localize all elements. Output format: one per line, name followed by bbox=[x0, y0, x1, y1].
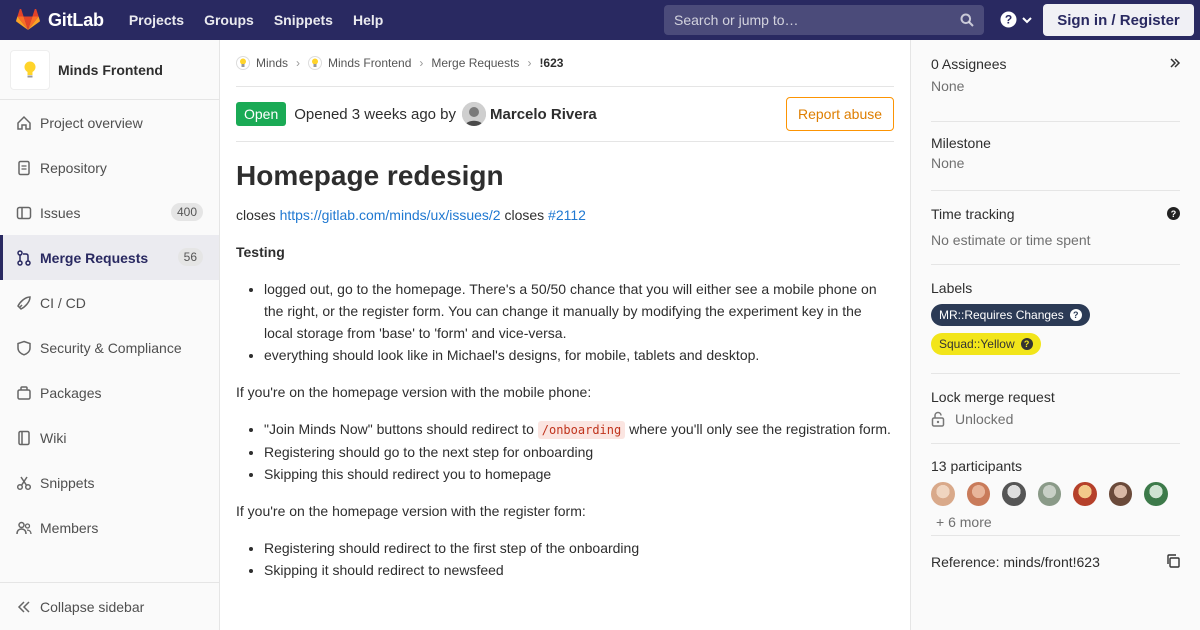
lock-value-row bbox=[931, 411, 1180, 427]
avatar[interactable] bbox=[967, 482, 991, 506]
search-icon bbox=[960, 13, 974, 27]
sidebar-item-members[interactable] bbox=[0, 505, 219, 550]
main-content bbox=[236, 40, 894, 630]
issuable-sidebar bbox=[910, 40, 1200, 630]
list-item bbox=[264, 418, 894, 441]
list-item: • everything should look like in Michael's designs, for mobile, tablets and desktop. bbox=[264, 344, 894, 366]
search-placeholder: Search or jump to… bbox=[674, 12, 799, 28]
sidebar-item-label: Packages bbox=[40, 384, 102, 401]
closes-text: closes bbox=[236, 207, 276, 223]
merge-requests-count-badge: 56 bbox=[178, 248, 203, 266]
sidebar-item-packages[interactable] bbox=[0, 370, 219, 415]
breadcrumb-label: Minds bbox=[256, 56, 289, 70]
sidebar-item-wiki[interactable] bbox=[0, 415, 219, 460]
participants-block bbox=[931, 444, 1180, 536]
mr-description bbox=[236, 204, 894, 581]
mobile-list bbox=[236, 418, 894, 485]
breadcrumb bbox=[236, 40, 894, 87]
chevron-down-icon bbox=[1021, 15, 1033, 25]
sidebar-item-label: Security & Compliance bbox=[40, 339, 182, 356]
double-chevron-right-icon[interactable] bbox=[1168, 56, 1182, 70]
avatar[interactable] bbox=[1144, 482, 1168, 506]
participants-more[interactable]: + 6 more bbox=[936, 514, 992, 530]
breadcrumb-minds[interactable] bbox=[236, 56, 288, 70]
sidebar-item-label: CI / CD bbox=[40, 294, 86, 311]
rocket-icon bbox=[16, 295, 32, 311]
sidebar-item-security[interactable] bbox=[0, 325, 219, 370]
time-tracking-value: No estimate or time spent bbox=[931, 232, 1091, 248]
lock-block bbox=[931, 374, 1180, 444]
nav-help[interactable]: Help bbox=[352, 12, 384, 28]
lock-title: Lock merge request bbox=[931, 389, 1055, 405]
lightbulb-icon bbox=[23, 61, 37, 79]
closes-text: closes bbox=[504, 207, 545, 223]
reference-block bbox=[931, 536, 1180, 588]
label-text: Squad::Yellow bbox=[939, 337, 1015, 351]
brand-name: GitLab bbox=[48, 9, 104, 30]
sidebar-item-project-overview[interactable] bbox=[0, 100, 219, 145]
breadcrumb-label: Minds Frontend bbox=[328, 56, 412, 70]
question-icon: ? bbox=[1021, 338, 1033, 350]
list-item: • Skipping this should redirect you to homepage bbox=[264, 463, 894, 485]
avatar[interactable] bbox=[1002, 482, 1026, 506]
project-header[interactable] bbox=[0, 40, 219, 100]
question-icon: ? bbox=[1070, 309, 1082, 321]
milestone-value: None bbox=[931, 155, 965, 171]
issue-link[interactable]: #2112 bbox=[548, 207, 586, 223]
issue-link[interactable]: https://gitlab.com/minds/ux/issues/2 bbox=[279, 207, 501, 223]
list-item: • Registering should go to the next step for onboarding bbox=[264, 441, 894, 463]
sidebar-item-issues[interactable] bbox=[0, 190, 219, 235]
doc-icon bbox=[16, 160, 32, 176]
milestone-block bbox=[931, 122, 1180, 191]
issues-icon bbox=[16, 205, 32, 221]
collapse-sidebar-label: Collapse sidebar bbox=[40, 598, 145, 615]
page-title: Homepage redesign bbox=[236, 160, 504, 191]
chevron-right-icon: › bbox=[296, 56, 301, 70]
avatar[interactable] bbox=[931, 482, 955, 506]
participants-avatars bbox=[931, 482, 1180, 506]
assignees-title: 0 Assignees bbox=[931, 56, 1007, 72]
labels-block bbox=[931, 265, 1180, 374]
avatar[interactable] bbox=[1073, 482, 1097, 506]
issues-count-badge: 400 bbox=[171, 203, 203, 221]
closes-line bbox=[236, 204, 894, 226]
list-text: "Join Minds Now" buttons should redirect to bbox=[264, 421, 534, 437]
status-badge: Open bbox=[236, 102, 286, 126]
package-icon bbox=[16, 385, 32, 401]
breadcrumb-merge-requests[interactable]: Merge Requests bbox=[431, 56, 520, 70]
copy-icon[interactable] bbox=[1166, 554, 1180, 568]
avatar[interactable] bbox=[462, 102, 486, 126]
collapse-sidebar-button[interactable] bbox=[0, 582, 219, 630]
chevron-right-icon: › bbox=[527, 56, 532, 70]
question-icon bbox=[1000, 11, 1017, 28]
reference-text: Reference: minds/front!623 bbox=[931, 554, 1100, 570]
search-input[interactable] bbox=[664, 5, 984, 35]
help-dropdown[interactable] bbox=[1000, 11, 1033, 28]
lightbulb-icon bbox=[236, 56, 250, 70]
inline-code: /onboarding bbox=[538, 421, 625, 439]
milestone-title: Milestone bbox=[931, 135, 991, 151]
nav-snippets[interactable]: Snippets bbox=[273, 12, 333, 28]
register-list bbox=[236, 537, 894, 581]
list-item: • Skipping it should redirect to newsfeed bbox=[264, 559, 894, 581]
list-text: where you'll only see the registration form. bbox=[629, 421, 891, 437]
assignees-block bbox=[931, 40, 1180, 122]
chevron-right-icon: › bbox=[419, 56, 424, 70]
sidebar-item-repository[interactable] bbox=[0, 145, 219, 190]
sidebar-item-label: Repository bbox=[40, 159, 107, 176]
register-intro: If you're on the homepage version with the register form: bbox=[236, 503, 586, 519]
opened-text: Opened 3 weeks ago by bbox=[294, 105, 457, 123]
participants-title: 13 participants bbox=[931, 458, 1023, 474]
nav-projects[interactable]: Projects bbox=[128, 12, 185, 28]
avatar[interactable] bbox=[1038, 482, 1062, 506]
sidebar-item-label: Merge Requests bbox=[40, 249, 149, 266]
nav-groups[interactable]: Groups bbox=[204, 12, 254, 28]
scissors-icon bbox=[16, 475, 32, 491]
labels-list bbox=[931, 304, 1180, 361]
lightbulb-icon bbox=[308, 56, 322, 70]
label-squad-yellow[interactable] bbox=[931, 333, 1041, 355]
testing-heading: Testing bbox=[236, 244, 285, 260]
list-item: • Registering should redirect to the first step of the onboarding bbox=[264, 537, 894, 559]
label-requires-changes[interactable] bbox=[931, 304, 1090, 326]
merge-request-icon bbox=[16, 250, 32, 266]
sidebar-item-ci-cd[interactable] bbox=[0, 280, 219, 325]
question-icon[interactable] bbox=[1167, 207, 1180, 220]
sign-in-button[interactable]: Sign in / Register bbox=[1043, 4, 1194, 36]
project-avatar bbox=[10, 50, 50, 90]
breadcrumb-minds-frontend[interactable] bbox=[308, 56, 411, 70]
users-icon bbox=[16, 520, 32, 536]
home-icon bbox=[16, 115, 32, 131]
labels-title: Labels bbox=[931, 280, 973, 296]
breadcrumb-current[interactable]: !623 bbox=[539, 56, 564, 70]
book-icon bbox=[16, 430, 32, 446]
mr-header bbox=[236, 87, 894, 142]
svg-text:?: ? bbox=[1170, 209, 1177, 219]
sidebar-item-label: Project overview bbox=[40, 114, 143, 131]
list-item: • logged out, go to the homepage. There's a 50/50 chance that you will either see a mobile phone on the right, or the register form. You can change it manually by modifying the experiment key in the local storage from 'base' to 'form' and vice-versa. bbox=[264, 278, 894, 344]
top-navbar bbox=[0, 0, 1200, 40]
sidebar-item-label: Snippets bbox=[40, 474, 95, 491]
assignees-value: None bbox=[931, 78, 965, 94]
time-tracking-title: Time tracking bbox=[931, 206, 1015, 222]
mobile-intro: If you're on the homepage version with the mobile phone: bbox=[236, 384, 592, 400]
project-name: Minds Frontend bbox=[58, 61, 163, 78]
gitlab-logo[interactable] bbox=[16, 0, 104, 40]
label-text: MR::Requires Changes bbox=[939, 308, 1064, 322]
svg-text:?: ? bbox=[1004, 12, 1013, 27]
sidebar-item-label: Members bbox=[40, 519, 99, 536]
project-sidebar bbox=[0, 40, 220, 630]
author-name[interactable]: Marcelo Rivera bbox=[490, 105, 597, 123]
lock-open-icon bbox=[931, 411, 945, 427]
sidebar-item-snippets[interactable] bbox=[0, 460, 219, 505]
double-chevron-left-icon bbox=[16, 599, 32, 615]
sidebar-item-merge-requests[interactable] bbox=[0, 235, 219, 280]
lock-value: Unlocked bbox=[955, 411, 1014, 427]
gitlab-tanuki-icon bbox=[16, 9, 40, 31]
testing-list bbox=[236, 278, 894, 366]
report-abuse-button[interactable]: Report abuse bbox=[786, 97, 894, 131]
sidebar-item-label: Issues bbox=[40, 204, 81, 221]
shield-icon bbox=[16, 340, 32, 356]
avatar[interactable] bbox=[1109, 482, 1133, 506]
time-tracking-block bbox=[931, 191, 1180, 265]
sidebar-item-label: Wiki bbox=[40, 429, 67, 446]
top-nav-links bbox=[129, 12, 404, 28]
